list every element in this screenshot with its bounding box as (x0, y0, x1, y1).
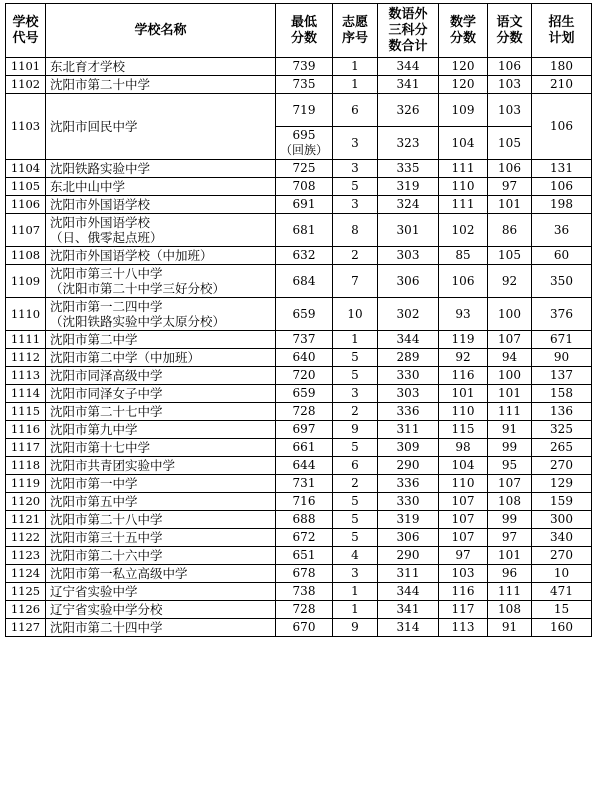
school-name: 沈阳市第九中学 (46, 421, 276, 439)
cell-plan: 160 (532, 619, 592, 637)
table-row (6, 601, 592, 619)
cell-plan: 106 (532, 178, 592, 196)
cell-chn: 91 (488, 619, 532, 637)
table-row (6, 331, 592, 349)
cell-min: 720 (276, 367, 333, 385)
table-row (6, 457, 592, 475)
cell-vol: 3 (333, 565, 378, 583)
cell-math: 97 (439, 547, 488, 565)
cell-plan: 265 (532, 439, 592, 457)
cell-math: 117 (439, 601, 488, 619)
school-code: 1107 (6, 214, 46, 247)
school-code: 1112 (6, 349, 46, 367)
cell-sum: 336 (378, 475, 439, 493)
school-name: 沈阳市外国语学校 (46, 196, 276, 214)
table-body (6, 58, 592, 637)
table-row (6, 298, 592, 331)
cell-plan: 210 (532, 76, 592, 94)
cell-sum: 314 (378, 619, 439, 637)
school-code: 1115 (6, 403, 46, 421)
cell-min: 735 (276, 76, 333, 94)
table-row (6, 421, 592, 439)
cell-vol: 5 (333, 439, 378, 457)
table-row (6, 547, 592, 565)
cell-plan: 137 (532, 367, 592, 385)
cell-math: 111 (439, 160, 488, 178)
cell-chn: 100 (488, 367, 532, 385)
cell-plan: 159 (532, 493, 592, 511)
cell-min: 737 (276, 331, 333, 349)
cell-math: 113 (439, 619, 488, 637)
school-name: 沈阳市共青团实验中学 (46, 457, 276, 475)
table-row (6, 403, 592, 421)
cell-sum: 309 (378, 439, 439, 457)
table-row (6, 178, 592, 196)
cell-sum: 341 (378, 601, 439, 619)
cell-math: 103 (439, 565, 488, 583)
col-header-name: 学校名称 (46, 4, 276, 58)
table-row (6, 511, 592, 529)
cell-sum: 302 (378, 298, 439, 331)
school-code: 1111 (6, 331, 46, 349)
cell-vol: 6 (333, 94, 378, 127)
cell-min: 659 (276, 298, 333, 331)
cell-vol: 6 (333, 457, 378, 475)
cell-sum: 336 (378, 403, 439, 421)
cell-vol: 1 (333, 58, 378, 76)
school-code: 1125 (6, 583, 46, 601)
cell-plan: 270 (532, 457, 592, 475)
cell-chn: 103 (488, 76, 532, 94)
cell-vol: 3 (333, 127, 378, 160)
cell-min: 688 (276, 511, 333, 529)
table-row (6, 214, 592, 247)
cell-plan: 15 (532, 601, 592, 619)
school-code: 1106 (6, 196, 46, 214)
cell-plan: 36 (532, 214, 592, 247)
cell-chn: 95 (488, 457, 532, 475)
cell-vol: 9 (333, 421, 378, 439)
cell-math: 102 (439, 214, 488, 247)
cell-vol: 3 (333, 196, 378, 214)
table-row (6, 619, 592, 637)
cell-vol: 3 (333, 160, 378, 178)
cell-min: 716 (276, 493, 333, 511)
cell-chn: 91 (488, 421, 532, 439)
cell-chn: 99 (488, 439, 532, 457)
cell-min: 708 (276, 178, 333, 196)
school-code: 1122 (6, 529, 46, 547)
school-code: 1114 (6, 385, 46, 403)
cell-math: 111 (439, 196, 488, 214)
cell-sum: 311 (378, 565, 439, 583)
col-header-plan: 招生 计划 (532, 4, 592, 58)
table-row (6, 196, 592, 214)
cell-chn: 94 (488, 349, 532, 367)
cell-chn: 99 (488, 511, 532, 529)
cell-min: 659 (276, 385, 333, 403)
cell-chn: 111 (488, 583, 532, 601)
school-name: 沈阳市第一二四中学 （沈阳铁路实验中学太原分校） (46, 298, 276, 331)
school-name: 沈阳市第五中学 (46, 493, 276, 511)
school-code: 1102 (6, 76, 46, 94)
school-name: 沈阳市第三十八中学 （沈阳市第二十中学三好分校） (46, 265, 276, 298)
school-name: 东北中山中学 (46, 178, 276, 196)
cell-min: 728 (276, 403, 333, 421)
cell-chn: 101 (488, 547, 532, 565)
cell-chn: 111 (488, 403, 532, 421)
cell-plan: 270 (532, 547, 592, 565)
cell-vol: 5 (333, 178, 378, 196)
cell-plan: 106 (532, 94, 592, 160)
cell-math: 107 (439, 493, 488, 511)
school-code: 1124 (6, 565, 46, 583)
cell-plan: 376 (532, 298, 592, 331)
cell-min: 681 (276, 214, 333, 247)
cell-vol: 5 (333, 493, 378, 511)
school-code: 1116 (6, 421, 46, 439)
table-row (6, 367, 592, 385)
cell-math: 92 (439, 349, 488, 367)
cell-sum: 330 (378, 367, 439, 385)
cell-chn: 105 (488, 127, 532, 160)
cell-vol: 5 (333, 511, 378, 529)
school-name: 沈阳市回民中学 (46, 94, 276, 160)
cell-min: 719 (276, 94, 333, 127)
school-code: 1104 (6, 160, 46, 178)
school-code: 1117 (6, 439, 46, 457)
school-code: 1109 (6, 265, 46, 298)
cell-chn: 97 (488, 178, 532, 196)
cell-min: 739 (276, 58, 333, 76)
cell-sum: 319 (378, 511, 439, 529)
cell-vol: 1 (333, 331, 378, 349)
school-name: 沈阳市第一中学 (46, 475, 276, 493)
cell-math: 93 (439, 298, 488, 331)
school-name: 沈阳市外国语学校（中加班） (46, 247, 276, 265)
school-name: 沈阳市第二中学 (46, 331, 276, 349)
cell-plan: 90 (532, 349, 592, 367)
cell-math: 98 (439, 439, 488, 457)
cell-plan: 10 (532, 565, 592, 583)
table-header-row (6, 4, 592, 58)
col-header-three-subject-total: 数语外 三科分 数合计 (378, 4, 439, 58)
school-name: 沈阳市第二十中学 (46, 76, 276, 94)
cell-plan: 300 (532, 511, 592, 529)
cell-math: 110 (439, 403, 488, 421)
cell-math: 104 (439, 127, 488, 160)
table-row (6, 439, 592, 457)
school-name: 沈阳市同泽高级中学 (46, 367, 276, 385)
cell-math: 119 (439, 331, 488, 349)
col-header-code: 学校 代号 (6, 4, 46, 58)
cell-min: 691 (276, 196, 333, 214)
table-row (6, 76, 592, 94)
cell-min: 651 (276, 547, 333, 565)
cell-sum: 344 (378, 58, 439, 76)
cell-sum: 330 (378, 493, 439, 511)
cell-min: 697 (276, 421, 333, 439)
cell-sum: 303 (378, 247, 439, 265)
school-name: 沈阳铁路实验中学 (46, 160, 276, 178)
col-header-chinese: 语文 分数 (488, 4, 532, 58)
cell-vol: 1 (333, 583, 378, 601)
admission-score-table (5, 3, 592, 637)
school-code: 1126 (6, 601, 46, 619)
cell-plan: 136 (532, 403, 592, 421)
school-code: 1123 (6, 547, 46, 565)
table-row (6, 475, 592, 493)
cell-min: 640 (276, 349, 333, 367)
table-row (6, 247, 592, 265)
school-name: 沈阳市第一私立高级中学 (46, 565, 276, 583)
table-row (6, 493, 592, 511)
table-row (6, 58, 592, 76)
cell-vol: 5 (333, 529, 378, 547)
cell-chn: 106 (488, 58, 532, 76)
cell-math: 109 (439, 94, 488, 127)
cell-sum: 290 (378, 457, 439, 475)
table-row (6, 160, 592, 178)
cell-sum: 289 (378, 349, 439, 367)
cell-vol: 10 (333, 298, 378, 331)
cell-plan: 325 (532, 421, 592, 439)
cell-chn: 103 (488, 94, 532, 127)
col-header-min-score: 最低 分数 (276, 4, 333, 58)
cell-sum: 301 (378, 214, 439, 247)
cell-chn: 101 (488, 196, 532, 214)
cell-math: 110 (439, 475, 488, 493)
cell-math: 107 (439, 511, 488, 529)
cell-vol: 1 (333, 601, 378, 619)
cell-vol: 4 (333, 547, 378, 565)
cell-chn: 97 (488, 529, 532, 547)
cell-vol: 2 (333, 403, 378, 421)
cell-chn: 92 (488, 265, 532, 298)
school-code: 1101 (6, 58, 46, 76)
school-name: 沈阳市第二中学（中加班） (46, 349, 276, 367)
col-header-math: 数学 分数 (439, 4, 488, 58)
cell-plan: 60 (532, 247, 592, 265)
cell-chn: 107 (488, 475, 532, 493)
cell-vol: 7 (333, 265, 378, 298)
school-name: 辽宁省实验中学 (46, 583, 276, 601)
cell-min: 684 (276, 265, 333, 298)
school-name: 沈阳市第二十四中学 (46, 619, 276, 637)
cell-sum: 341 (378, 76, 439, 94)
cell-plan: 180 (532, 58, 592, 76)
cell-min: 728 (276, 601, 333, 619)
school-code: 1103 (6, 94, 46, 160)
cell-sum: 306 (378, 265, 439, 298)
cell-sum: 335 (378, 160, 439, 178)
cell-chn: 108 (488, 601, 532, 619)
cell-sum: 311 (378, 421, 439, 439)
cell-sum: 326 (378, 94, 439, 127)
cell-min: 678 (276, 565, 333, 583)
cell-min: 731 (276, 475, 333, 493)
school-name: 沈阳市第三十五中学 (46, 529, 276, 547)
cell-vol: 9 (333, 619, 378, 637)
cell-vol: 3 (333, 385, 378, 403)
school-code: 1120 (6, 493, 46, 511)
table-row (6, 583, 592, 601)
cell-vol: 2 (333, 247, 378, 265)
cell-sum: 290 (378, 547, 439, 565)
school-name: 沈阳市同泽女子中学 (46, 385, 276, 403)
cell-math: 101 (439, 385, 488, 403)
cell-plan: 131 (532, 160, 592, 178)
cell-plan: 350 (532, 265, 592, 298)
table-row (6, 94, 592, 127)
cell-vol: 5 (333, 349, 378, 367)
cell-min: 725 (276, 160, 333, 178)
table-row (6, 349, 592, 367)
cell-vol: 1 (333, 76, 378, 94)
cell-min: 738 (276, 583, 333, 601)
cell-sum: 324 (378, 196, 439, 214)
cell-math: 85 (439, 247, 488, 265)
school-name: 沈阳市外国语学校 （日、俄零起点班） (46, 214, 276, 247)
cell-chn: 100 (488, 298, 532, 331)
school-code: 1113 (6, 367, 46, 385)
cell-math: 120 (439, 58, 488, 76)
school-code: 1110 (6, 298, 46, 331)
cell-plan: 129 (532, 475, 592, 493)
table-row (6, 529, 592, 547)
cell-math: 104 (439, 457, 488, 475)
school-code: 1108 (6, 247, 46, 265)
school-name: 沈阳市第二十六中学 (46, 547, 276, 565)
cell-plan: 198 (532, 196, 592, 214)
cell-plan: 471 (532, 583, 592, 601)
cell-min: 672 (276, 529, 333, 547)
cell-sum: 344 (378, 583, 439, 601)
school-name: 沈阳市第二十七中学 (46, 403, 276, 421)
cell-chn: 101 (488, 385, 532, 403)
cell-vol: 8 (333, 214, 378, 247)
school-name: 辽宁省实验中学分校 (46, 601, 276, 619)
cell-chn: 106 (488, 160, 532, 178)
cell-vol: 5 (333, 367, 378, 385)
cell-sum: 319 (378, 178, 439, 196)
cell-chn: 86 (488, 214, 532, 247)
cell-chn: 105 (488, 247, 532, 265)
cell-sum: 344 (378, 331, 439, 349)
cell-math: 120 (439, 76, 488, 94)
cell-math: 116 (439, 367, 488, 385)
cell-plan: 158 (532, 385, 592, 403)
cell-sum: 323 (378, 127, 439, 160)
cell-min: 632 (276, 247, 333, 265)
cell-math: 106 (439, 265, 488, 298)
cell-min: 695 （回族） (276, 127, 333, 160)
school-code: 1121 (6, 511, 46, 529)
school-name: 沈阳市第十七中学 (46, 439, 276, 457)
col-header-volunteer-order: 志愿 序号 (333, 4, 378, 58)
table-row (6, 565, 592, 583)
cell-sum: 303 (378, 385, 439, 403)
cell-chn: 107 (488, 331, 532, 349)
cell-plan: 671 (532, 331, 592, 349)
cell-min: 670 (276, 619, 333, 637)
cell-math: 107 (439, 529, 488, 547)
cell-min: 644 (276, 457, 333, 475)
cell-vol: 2 (333, 475, 378, 493)
school-code: 1105 (6, 178, 46, 196)
cell-math: 115 (439, 421, 488, 439)
cell-chn: 108 (488, 493, 532, 511)
school-name: 东北育才学校 (46, 58, 276, 76)
cell-plan: 340 (532, 529, 592, 547)
cell-math: 116 (439, 583, 488, 601)
table-row (6, 385, 592, 403)
school-code: 1127 (6, 619, 46, 637)
cell-sum: 306 (378, 529, 439, 547)
school-code: 1118 (6, 457, 46, 475)
cell-min: 661 (276, 439, 333, 457)
cell-math: 110 (439, 178, 488, 196)
school-code: 1119 (6, 475, 46, 493)
cell-chn: 96 (488, 565, 532, 583)
table-row (6, 265, 592, 298)
school-name: 沈阳市第二十八中学 (46, 511, 276, 529)
